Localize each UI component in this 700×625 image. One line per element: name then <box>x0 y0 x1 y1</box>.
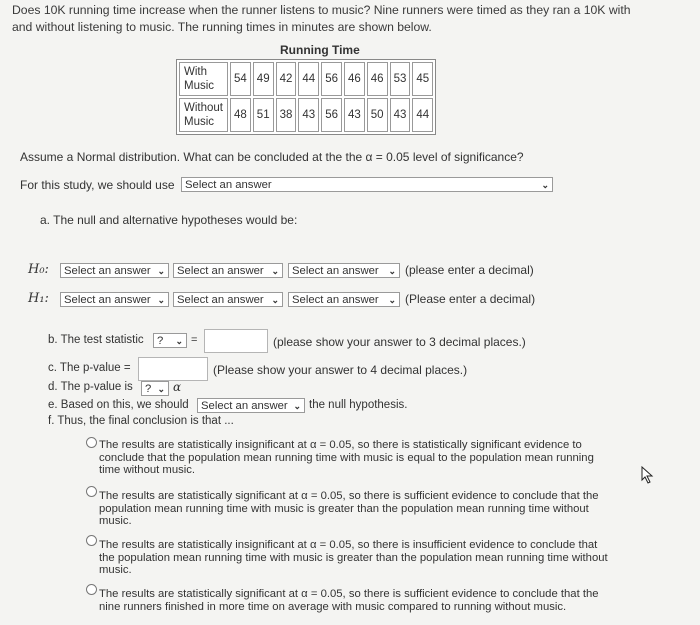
assumption-text: Assume a Normal distribution. What can be concluded at the the α = 0.05 level of significance? <box>20 150 524 164</box>
test-type-select[interactable]: Select an answer ⌄ <box>181 177 553 192</box>
table-cell: 46 <box>367 62 388 96</box>
table-cell: 44 <box>298 62 319 96</box>
part-d-label: d. The p-value is <box>48 381 133 393</box>
part-f-text: f. Thus, the final conclusion is that ... <box>48 415 234 427</box>
row-header: Without Music <box>179 98 228 132</box>
chevron-down-icon: ⌄ <box>388 295 396 305</box>
p-value-comparison-select[interactable]: ? ⌄ <box>141 381 169 396</box>
conclusion-option-3: The results are statistically insignificant at α = 0.05, so there is insufficient evidence to conclude that the population mean running time with music is greater than the population mean running time without music. <box>99 539 608 576</box>
h0-operator-select[interactable]: Select an answer ⌄ <box>173 263 283 278</box>
h0-hint: (please enter a decimal) <box>405 263 534 277</box>
alpha-symbol: α <box>173 380 182 394</box>
table-cell: 43 <box>390 98 411 132</box>
table-row <box>179 62 433 96</box>
mouse-cursor-icon <box>640 466 654 484</box>
chevron-down-icon: ⌄ <box>157 266 165 276</box>
table-cell: 56 <box>321 62 342 96</box>
table-cell: 53 <box>390 62 411 96</box>
chevron-down-icon: ⌄ <box>157 295 165 305</box>
part-a-text: a. The null and alternative hypotheses would be: <box>40 213 298 227</box>
chevron-down-icon: ⌄ <box>157 384 165 394</box>
part-b-label: b. The test statistic <box>48 334 144 346</box>
conclusion-radio-4[interactable] <box>86 584 97 595</box>
conclusion-option-2: The results are statistically significant at α = 0.05, so there is sufficient evidence to conclude that the population mean running time with music is greater than the population mean running time without music. <box>99 490 599 527</box>
equals-sign: = <box>191 334 198 346</box>
conclusion-radio-3[interactable] <box>86 535 97 546</box>
row-header: With Music <box>179 62 228 96</box>
chevron-down-icon: ⌄ <box>271 266 279 276</box>
table-cell: 43 <box>344 98 365 132</box>
table-cell: 54 <box>230 62 251 96</box>
table-caption: Running Time <box>280 43 360 57</box>
conclusion-option-1: The results are statistically insignificant at α = 0.05, so there is statistically significant evidence to conclude that the population mean running time with music is equal to the population mean running time without music. <box>99 439 594 476</box>
h0-parameter-select[interactable]: Select an answer ⌄ <box>60 263 169 278</box>
part-b-hint: (please show your answer to 3 decimal places.) <box>273 335 526 349</box>
table-cell: 46 <box>344 62 365 96</box>
table-cell: 50 <box>367 98 388 132</box>
conclusion-radio-1[interactable] <box>86 437 97 448</box>
test-statistic-input[interactable] <box>204 329 268 353</box>
table-cell: 49 <box>253 62 274 96</box>
chevron-down-icon: ⌄ <box>388 266 396 276</box>
test-statistic-select[interactable]: ? ⌄ <box>153 333 187 348</box>
question-text: Does 10K running time increase when the runner listens to music? Nine runners were timed as they ran a 10K with and without listening to music. The running times in minutes are shown below. <box>12 3 631 34</box>
decision-select[interactable]: Select an answer ⌄ <box>197 398 305 413</box>
table-cell: 44 <box>412 98 433 132</box>
table-cell: 51 <box>253 98 274 132</box>
chevron-down-icon: ⌄ <box>175 336 183 346</box>
h1-operator-select[interactable]: Select an answer ⌄ <box>173 292 283 307</box>
conclusion-option-4: The results are statistically significant at α = 0.05, so there is sufficient evidence to conclude that the nine runners finished in more time on average with music compared to running without music. <box>99 588 599 613</box>
running-time-table <box>176 59 436 135</box>
h1-value-select[interactable]: Select an answer ⌄ <box>288 292 400 307</box>
table-cell: 56 <box>321 98 342 132</box>
part-c-label: c. The p-value = <box>48 362 131 374</box>
chevron-down-icon: ⌄ <box>541 180 549 190</box>
part-c-hint: (Please show your answer to 4 decimal places.) <box>213 363 468 377</box>
conclusion-radio-2[interactable] <box>86 486 97 497</box>
h1-parameter-select[interactable]: Select an answer ⌄ <box>60 292 169 307</box>
table-cell: 43 <box>298 98 319 132</box>
table-cell: 42 <box>276 62 297 96</box>
h1-label: H₁: <box>28 291 49 306</box>
h0-value-select[interactable]: Select an answer ⌄ <box>288 263 400 278</box>
h0-label: H₀: <box>28 262 49 277</box>
table-cell: 45 <box>412 62 433 96</box>
part-e-after: the null hypothesis. <box>309 399 408 411</box>
part-e-label: e. Based on this, we should <box>48 399 189 411</box>
table-row <box>179 98 433 132</box>
h1-hint: (Please enter a decimal) <box>405 292 536 306</box>
table-cell: 48 <box>230 98 251 132</box>
chevron-down-icon: ⌄ <box>271 295 279 305</box>
table-cell: 38 <box>276 98 297 132</box>
chevron-down-icon: ⌄ <box>293 401 301 411</box>
study-label: For this study, we should use <box>20 178 175 192</box>
p-value-input[interactable] <box>138 357 208 381</box>
